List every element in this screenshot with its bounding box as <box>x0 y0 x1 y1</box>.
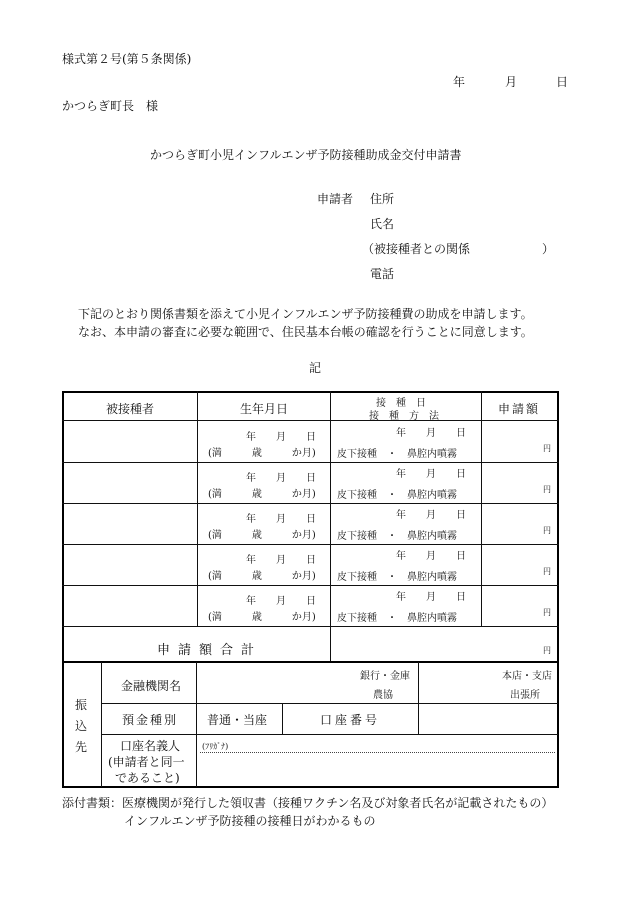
holder-label: 口座名義人 <box>120 739 181 753</box>
date-day-label: 日 <box>556 75 569 89</box>
furigana-label: (ﾌﾘｶﾞﾅ) <box>202 742 229 751</box>
branch-types: 本店・支店 <box>502 671 552 682</box>
yen-unit: 円 <box>543 526 551 535</box>
bank-types: 銀行・金庫 <box>360 671 410 682</box>
form-number: 様式第２号(第５条関係) <box>62 52 192 66</box>
vaccination-ymd: 年 月 日 <box>396 469 466 480</box>
header-vaccination-date: 接 種 日 <box>376 398 426 409</box>
age-field: (満 歳 か月) <box>208 530 316 541</box>
address-label: 住所 <box>370 192 395 206</box>
total-yen-unit: 円 <box>543 646 551 655</box>
birth-ymd: 年 月 日 <box>246 596 316 607</box>
ki-label: 記 <box>309 361 322 375</box>
birth-ymd: 年 月 日 <box>246 514 316 525</box>
vaccination-method-options: 皮下接種 ・ 鼻腔内噴霧 <box>337 613 457 624</box>
phone-label: 電話 <box>370 267 395 281</box>
vaccination-method-options: 皮下接種 ・ 鼻腔内噴霧 <box>337 449 457 460</box>
deposit-type-label: 預金種別 <box>122 713 179 727</box>
birth-ymd: 年 月 日 <box>246 473 316 484</box>
yen-unit: 円 <box>543 485 551 494</box>
branch-types-office: 出張所 <box>510 690 540 701</box>
deposit-options: 普通・当座 <box>207 713 268 727</box>
vaccination-ymd: 年 月 日 <box>396 428 466 439</box>
name-label: 氏名 <box>370 217 395 231</box>
account-number-label: 口座番号 <box>320 713 381 727</box>
holder-note-1: (申請者と同一 <box>108 755 185 769</box>
header-birthdate: 生年月日 <box>240 402 289 416</box>
birth-ymd: 年 月 日 <box>246 432 316 443</box>
statement-line2: なお、本申請の審査に必要な範囲で、住民基本台帳の確認を行うことに同意します。 <box>78 325 533 339</box>
statement-line1: 下記のとおり関係書類を添えて小児インフルエンザ予防接種費の助成を申請します。 <box>78 307 533 321</box>
vaccination-ymd: 年 月 日 <box>396 551 466 562</box>
age-field: (満 歳 か月) <box>208 612 316 623</box>
relation-label: （被接種者との関係 ） <box>362 242 555 256</box>
holder-note-2: であること) <box>115 771 180 785</box>
vaccination-ymd: 年 月 日 <box>396 592 466 603</box>
header-vaccination-method: 接 種 方 法 <box>369 411 439 422</box>
header-recipient: 被接種者 <box>106 402 155 416</box>
addressee: かつらぎ町長 様 <box>62 99 159 113</box>
yen-unit: 円 <box>543 444 551 453</box>
age-field: (満 歳 か月) <box>208 448 316 459</box>
header-amount: 申請額 <box>498 402 541 416</box>
birth-ymd: 年 月 日 <box>246 555 316 566</box>
applicant-label: 申請者 <box>317 192 354 206</box>
vaccination-method-options: 皮下接種 ・ 鼻腔内噴霧 <box>337 531 457 542</box>
attachments-line2: インフルエンザ予防接種の接種日がわかるもの <box>124 814 376 828</box>
document-title: かつらぎ町小児インフルエンザ予防接種助成金交付申請書 <box>150 148 462 162</box>
attachments-line1: 添付書類：医療機関が発行した領収書（接種ワクチン名及び対象者氏名が記載されたもの） <box>62 796 554 810</box>
bank-types-agri: 農協 <box>373 690 393 701</box>
yen-unit: 円 <box>543 608 551 617</box>
date-year-label: 年 <box>453 75 466 89</box>
vaccination-method-options: 皮下接種 ・ 鼻腔内噴霧 <box>337 490 457 501</box>
vaccination-ymd: 年 月 日 <box>396 510 466 521</box>
yen-unit: 円 <box>543 567 551 576</box>
date-month-label: 月 <box>505 75 518 89</box>
vaccination-method-options: 皮下接種 ・ 鼻腔内噴霧 <box>337 572 457 583</box>
total-label: 申請額合計 <box>157 643 263 658</box>
age-field: (満 歳 か月) <box>208 489 316 500</box>
age-field: (満 歳 か月) <box>208 571 316 582</box>
institution-label: 金融機関名 <box>121 679 182 693</box>
